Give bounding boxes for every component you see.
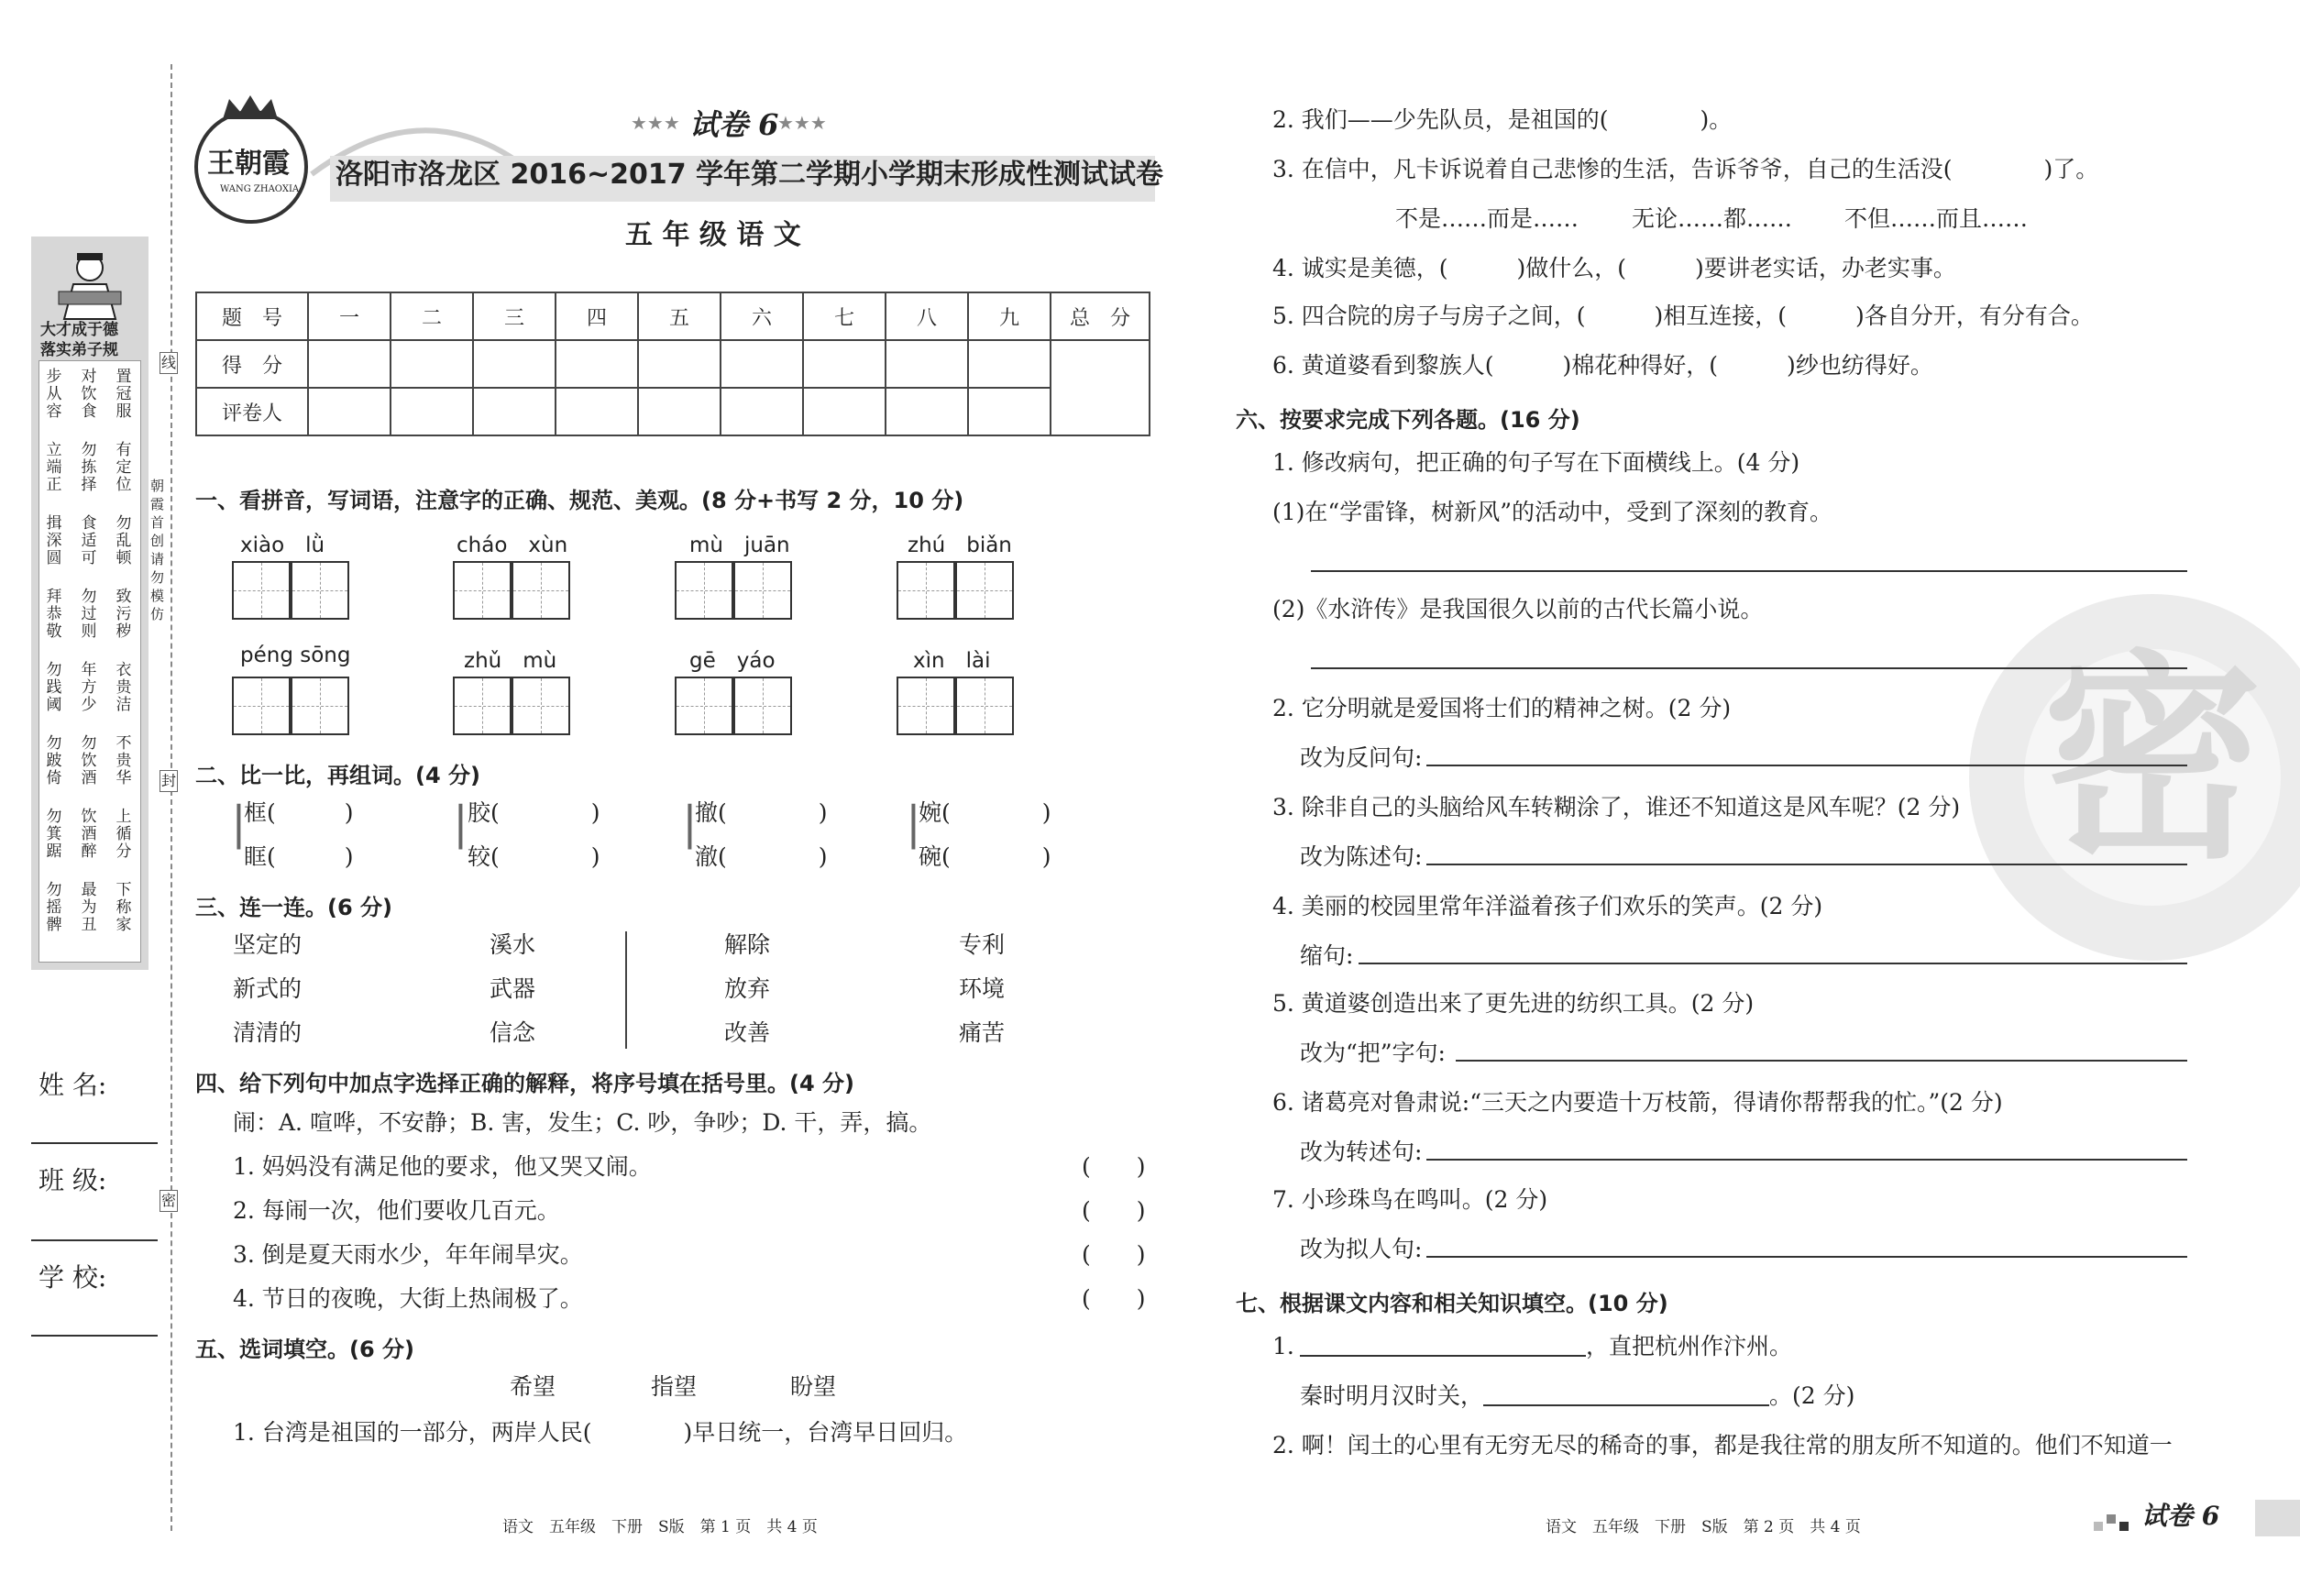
section-7-heading: 七、根据课文内容和相关知识填空。(10 分)	[1236, 1291, 1668, 1316]
school-input-line[interactable]	[31, 1335, 158, 1337]
match-item-left[interactable]: 新式的	[233, 975, 303, 1002]
pinyin-label: zhǔ mù	[464, 649, 557, 673]
grader-cell[interactable]	[803, 388, 886, 435]
motto-text-box: 步从容 对饮食 置冠服 立端正 勿拣择 有定位 揖深圆 食适可 勿乱顿 拜恭敬 勿过则 致污秽 勿践阈 年方少 衣贵洁 勿跛倚 勿饮酒 不贵华 勿箕踞 饮酒醉 上循分 勿摇髀 最为丑 下称家	[39, 360, 141, 963]
answer-line[interactable]	[1456, 1060, 2187, 1062]
writing-box[interactable]	[675, 561, 733, 620]
seal-word-xian: 线	[160, 352, 178, 374]
question-item: 2. 每闹一次，他们要收几百元。	[233, 1197, 560, 1224]
word-choice: 不是……而是……	[1395, 205, 1579, 232]
brand-logo	[194, 110, 308, 224]
answer-line[interactable]	[1311, 667, 2187, 669]
match-item-left[interactable]: 解除	[724, 931, 771, 958]
motto-panel	[31, 237, 149, 970]
pinyin-label: cháo xùn	[457, 534, 568, 557]
answer-line[interactable]	[1426, 864, 2187, 865]
match-item-right[interactable]: 环境	[959, 975, 1006, 1002]
writing-box[interactable]	[897, 561, 955, 620]
grader-cell[interactable]	[886, 388, 968, 435]
question-item: 6. 黄道婆看到黎族人( )棉花种得好，( )纱也纺得好。	[1272, 352, 1933, 379]
match-item-right[interactable]: 信念	[490, 1019, 536, 1046]
word-pair-item: 婉( )	[919, 799, 1051, 826]
question-item: 2. 它分明就是爱国将士们的精神之树。(2 分)	[1272, 695, 1732, 721]
question-item: 3. 在信中，凡卡诉说着自己悲惨的生活，告诉爷爷，自己的生活没( )了。	[1272, 156, 2099, 182]
score-cell[interactable]	[391, 340, 473, 388]
score-cell[interactable]	[638, 340, 721, 388]
word-pair-item: 框( )	[244, 799, 354, 826]
grader-cell[interactable]	[473, 388, 556, 435]
pinyin-label: xiào lǜ	[240, 534, 325, 557]
writing-box[interactable]	[897, 677, 955, 735]
match-item-right[interactable]: 武器	[490, 975, 536, 1002]
score-cell[interactable]	[721, 340, 803, 388]
writing-box[interactable]	[453, 561, 512, 620]
answer-line[interactable]	[1483, 1404, 1769, 1406]
grader-cell[interactable]	[308, 388, 391, 435]
question-item: 4. 美丽的校园里常年洋溢着孩子们欢乐的笑声。(2 分)	[1272, 893, 1823, 919]
writing-box[interactable]	[232, 561, 291, 620]
paper-number: 试卷 6	[689, 107, 779, 142]
seal-word-feng: 封	[160, 770, 178, 792]
word-choice: 盼望	[790, 1373, 837, 1400]
poem-score: 。(2 分)	[1769, 1382, 1855, 1409]
rewrite-label: 改为反问句:	[1300, 744, 1423, 771]
question-item: 7. 小珍珠鸟在鸣叫。(2 分)	[1272, 1186, 1548, 1213]
pair-brace: |	[906, 797, 921, 850]
answer-line[interactable]	[1426, 765, 2187, 766]
question-item: 4. 节日的夜晚，大街上热闹极了。	[233, 1285, 583, 1312]
word-pair-item: 胶( )	[468, 799, 600, 826]
grader-cell[interactable]	[968, 388, 1051, 435]
scholar-icon	[50, 248, 130, 321]
answer-paren[interactable]: ( )	[1082, 1241, 1146, 1268]
answer-line[interactable]	[1359, 963, 2187, 964]
pinyin-label: xìn lài	[913, 649, 991, 673]
motto-title-2: 落实弟子规	[40, 341, 118, 359]
pair-brace: |	[453, 797, 468, 850]
header-banner	[183, 92, 1155, 211]
question-item: 4. 诚实是美德，( )做什么，( )要讲老实话，办老实事。	[1272, 255, 1956, 281]
writing-box[interactable]	[512, 677, 570, 735]
name-label: 姓 名:	[39, 1070, 107, 1100]
table-cell: 题 号	[196, 292, 308, 340]
grader-cell[interactable]	[556, 388, 638, 435]
answer-paren[interactable]: ( )	[1082, 1197, 1146, 1224]
section-4-heading: 四、给下列句中加点字选择正确的解释，将序号填在括号里。(4 分)	[195, 1071, 854, 1096]
table-cell: 四	[556, 292, 638, 340]
question-item: 1. 台湾是祖国的一部分，两岸人民( )早日统一，台湾早日回归。	[233, 1419, 968, 1446]
pinyin-label: zhú biǎn	[908, 534, 1012, 557]
stars-left: ★★★	[631, 112, 680, 134]
score-table	[195, 292, 1150, 436]
rewrite-label: 缩句:	[1300, 942, 1354, 969]
school-label: 学 校:	[39, 1262, 107, 1293]
page-footer-left: 语文 五年级 下册 S版 第 1 页 共 4 页	[502, 1518, 818, 1536]
question-item: 2. 我们——少先队员，是祖国的( )。	[1272, 106, 1733, 133]
section-6-heading: 六、按要求完成下列各题。(16 分)	[1236, 407, 1580, 433]
score-cell[interactable]	[556, 340, 638, 388]
stars-right: ★★★	[777, 112, 827, 134]
grader-cell[interactable]	[638, 388, 721, 435]
word-pair-item: 澈( )	[695, 843, 828, 870]
question-item: 3. 倒是夏天雨水少，年年闹旱灾。	[233, 1241, 583, 1268]
rewrite-label: 改为拟人句:	[1300, 1236, 1423, 1262]
poem-line: ，直把杭州作汴州。	[1586, 1333, 1793, 1359]
question-item: 5. 黄道婆创造出来了更先进的纺织工具。(2 分)	[1272, 990, 1755, 1017]
answer-line[interactable]	[1300, 1355, 1586, 1357]
watermark-stamp: 密	[1969, 594, 2300, 961]
match-item-left[interactable]: 放弃	[724, 975, 771, 1002]
table-row	[196, 388, 1150, 435]
match-item-right[interactable]: 溪水	[490, 931, 536, 958]
match-item-left[interactable]: 坚定的	[233, 931, 303, 958]
writing-box[interactable]	[291, 561, 349, 620]
writing-box[interactable]	[733, 677, 792, 735]
writing-box[interactable]	[453, 677, 512, 735]
class-input-line[interactable]	[31, 1239, 158, 1241]
poem-line: 秦时明月汉时关，	[1300, 1382, 1484, 1409]
pinyin-label: péng sōng	[240, 644, 351, 667]
pair-brace: |	[682, 797, 698, 850]
logo-text: 王朝霞	[207, 148, 290, 180]
match-item-right[interactable]: 专利	[959, 931, 1006, 958]
question-item: (1)在“学雷锋，树新风”的活动中，受到了深刻的教育。	[1272, 499, 1832, 525]
binding-dashed-line	[171, 64, 172, 1531]
name-input-line[interactable]	[31, 1142, 158, 1144]
footer-paper-tag: 试卷 6	[2141, 1501, 2220, 1531]
pair-brace: |	[231, 797, 247, 850]
table-cell: 总 分	[1051, 292, 1150, 340]
motto-title-1: 大才成于德	[40, 321, 118, 339]
writing-box[interactable]	[955, 677, 1014, 735]
rewrite-label: 改为转述句:	[1300, 1139, 1423, 1165]
table-cell: 九	[968, 292, 1051, 340]
question-item: 1. 妈妈没有满足他的要求，他又哭又闹。	[233, 1153, 652, 1180]
footer-tag-bar	[2255, 1500, 2300, 1536]
score-cell[interactable]	[968, 340, 1051, 388]
question-item: 6. 诸葛亮对鲁肃说:“三天之内要造十万枝箭，得请你帮帮我的忙。”(2 分)	[1272, 1089, 2003, 1116]
answer-paren[interactable]: ( )	[1082, 1153, 1146, 1180]
writing-box[interactable]	[512, 561, 570, 620]
squares-icon	[2092, 1507, 2136, 1535]
question-item: 1. 修改病句，把正确的句子写在下面横线上。(4 分)	[1272, 449, 1800, 476]
word-pair-item: 较( )	[468, 843, 600, 870]
table-cell: 二	[391, 292, 473, 340]
word-choice: 无论……都……	[1632, 205, 1793, 232]
pinyin-label: mù juān	[689, 534, 790, 557]
answer-paren[interactable]: ( )	[1082, 1285, 1146, 1312]
question-item: (2)《水浒传》是我国很久以前的古代长篇小说。	[1272, 596, 1764, 622]
table-cell: 得 分	[196, 340, 308, 388]
answer-line[interactable]	[1426, 1256, 2187, 1258]
word-choice: 希望	[510, 1373, 556, 1400]
writing-box[interactable]	[733, 561, 792, 620]
question-item: 3. 除非自己的头脑给风车转糊涂了，谁还不知道这是风车呢？(2 分)	[1272, 794, 1961, 820]
score-cell[interactable]	[473, 340, 556, 388]
definition-options: 闹：A. 喧哗，不安静；B. 害，发生；C. 吵，争吵；D. 干，弄，搞。	[233, 1109, 932, 1136]
word-pair-item: 撤( )	[695, 799, 828, 826]
word-pair-item: 碗( )	[919, 843, 1051, 870]
grader-cell[interactable]	[391, 388, 473, 435]
pinyin-label: gē yáo	[689, 649, 776, 673]
writing-box[interactable]	[291, 677, 349, 735]
word-pair-item: 眶( )	[244, 843, 354, 870]
answer-line[interactable]	[1311, 570, 2187, 572]
match-divider	[625, 931, 627, 1049]
rewrite-label: 改为“把”字句:	[1300, 1040, 1446, 1066]
match-item-right[interactable]: 痛苦	[959, 1019, 1006, 1046]
table-cell: 八	[886, 292, 968, 340]
table-cell: 评卷人	[196, 388, 308, 435]
section-1-heading: 一、看拼音，写词语，注意字的正确、规范、美观。(8 分+书写 2 分，10 分)	[195, 488, 964, 513]
seal-word-mi: 密	[160, 1190, 178, 1212]
crown-icon	[218, 94, 282, 121]
rewrite-label: 改为陈述句:	[1300, 843, 1423, 870]
score-cell[interactable]	[886, 340, 968, 388]
word-choice: 不但……而且……	[1844, 205, 2029, 232]
answer-line[interactable]	[1426, 1159, 2187, 1161]
table-row	[196, 292, 1150, 340]
writing-box[interactable]	[232, 677, 291, 735]
subject-title: 五 年 级 语 文	[625, 219, 801, 251]
writing-box[interactable]	[675, 677, 733, 735]
score-cell[interactable]	[308, 340, 391, 388]
match-item-left[interactable]: 清清的	[233, 1019, 303, 1046]
section-2-heading: 二、比一比，再组词。(4 分)	[195, 763, 480, 788]
question-item: 2. 啊！闰土的心里有无穷无尽的稀奇的事，都是我往常的朋友所不知道的。他们不知道一	[1272, 1432, 2173, 1458]
section-3-heading: 三、连一连。(6 分)	[195, 895, 392, 920]
grader-cell[interactable]	[721, 388, 803, 435]
question-number: 1.	[1272, 1333, 1294, 1359]
total-score-cell[interactable]	[1051, 340, 1150, 435]
table-cell: 七	[803, 292, 886, 340]
table-cell: 五	[638, 292, 721, 340]
table-cell: 一	[308, 292, 391, 340]
score-cell[interactable]	[803, 340, 886, 388]
exam-title: 洛阳市洛龙区 2016~2017 学年第二学期小学期末形成性测试试卷	[336, 159, 1164, 191]
match-item-left[interactable]: 改善	[724, 1019, 771, 1046]
table-cell: 六	[721, 292, 803, 340]
question-item: 5. 四合院的房子与房子之间，( )相互连接，( )各自分开，有分有合。	[1272, 303, 2094, 329]
table-row	[196, 340, 1150, 388]
section-5-heading: 五、选词填空。(6 分)	[195, 1337, 414, 1362]
logo-subtext: WANG ZHAOXIA	[220, 184, 300, 194]
copyright-note: 朝霞首创 请勿模仿	[150, 478, 165, 622]
page-footer-right: 语文 五年级 下册 S版 第 2 页 共 4 页	[1546, 1518, 1861, 1536]
writing-box[interactable]	[955, 561, 1014, 620]
word-choice: 指望	[651, 1373, 698, 1400]
class-label: 班 级:	[39, 1165, 107, 1195]
table-cell: 三	[473, 292, 556, 340]
